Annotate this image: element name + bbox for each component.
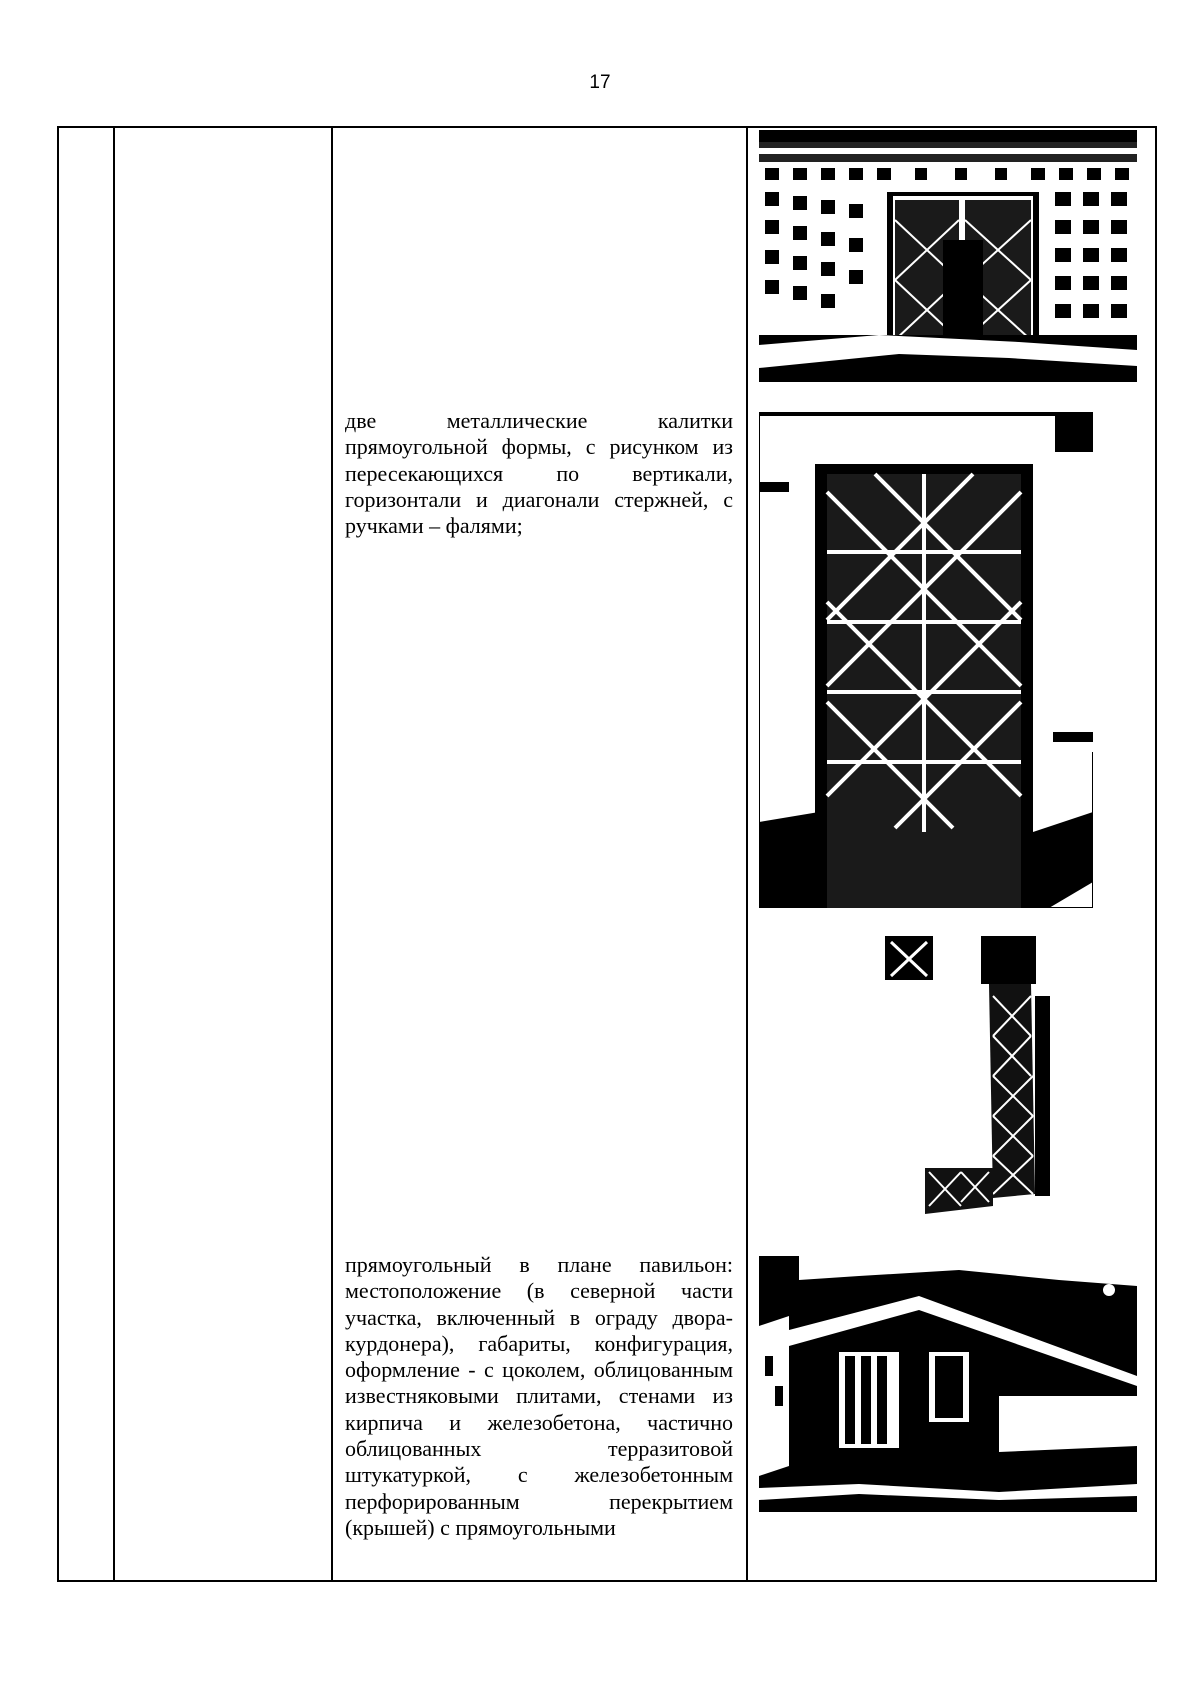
table-row	[58, 127, 1156, 1581]
lattice-gate-photo	[759, 412, 1093, 908]
pavilion-photo	[759, 1256, 1137, 1512]
page-number: 17	[589, 72, 611, 93]
photos-cell	[747, 127, 1156, 1581]
description-cell	[332, 127, 747, 1581]
name-cell	[114, 127, 332, 1581]
gates-description: две металлические калитки прямоугольной формы, с рисунком из пересекающихся по вертикали, горизонтали и диагонали стержней, с ручками – фалями;	[345, 408, 733, 539]
pavilion-description: прямоугольный в плане павильон: местоположение (в северной части участка, включенный в ограду двора-курдонера), габариты, конфигурация, оформление - с цоколем, облицованным известняковыми плитами, стенами из кирпича и железобетона, частично облицованных терразитовой штукатуркой, с железобетонным перфорированным перекрытием (крышей) с прямоугольными	[345, 1252, 733, 1540]
document-table	[57, 126, 1157, 1582]
lattice-gate-side-photo	[885, 936, 1050, 1214]
number-cell	[58, 127, 114, 1581]
gate-in-grid-wall-photo	[759, 130, 1137, 382]
